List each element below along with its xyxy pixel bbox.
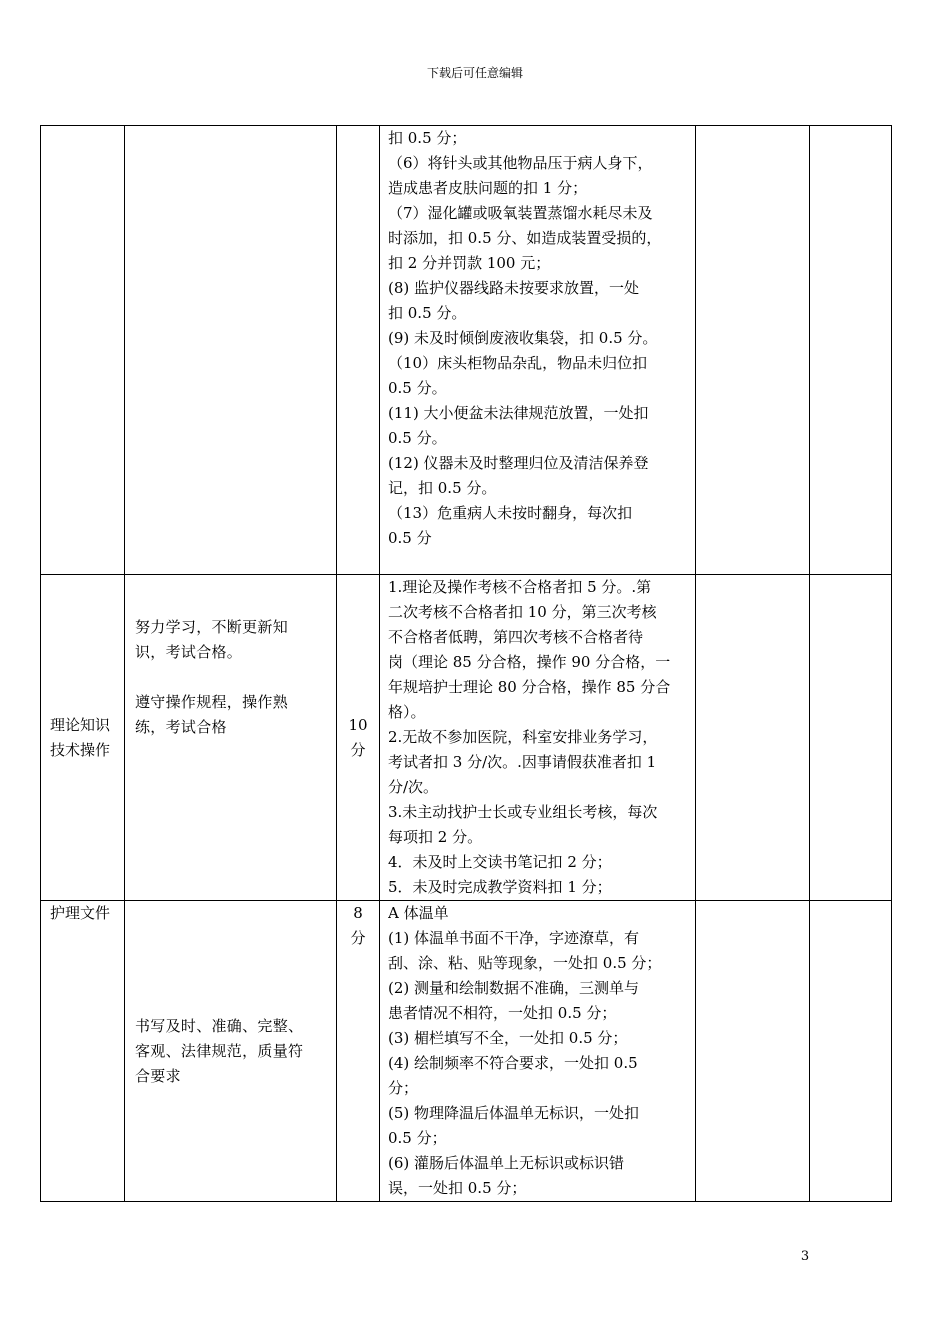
criteria-line: 时添加，扣 0.5 分、如造成装置受损的， [388, 229, 662, 247]
criteria-line: 不合格者低聘，第四次考核不合格者待 [388, 628, 644, 646]
criteria-line: A 体温单 [388, 904, 449, 922]
criteria-line: 考试者扣 3 分/次。.因事请假获准者扣 1 [388, 753, 657, 771]
requirement-line: 客观、法律规范，质量符 [135, 1041, 304, 1060]
criteria-line: (4) 绘制频率不符合要求，一处扣 0.5 [388, 1054, 638, 1072]
criteria-line: 扣 0.5 分。 [388, 304, 467, 322]
criteria-line: 记，扣 0.5 分。 [388, 479, 497, 497]
criteria-line: (1) 体温单书面不干净，字迹潦草，有 [388, 929, 640, 947]
criteria-text [388, 901, 689, 1201]
criteria-text [388, 575, 689, 900]
score-text [337, 901, 379, 951]
category-text [41, 713, 124, 763]
criteria-line: 分/次。 [388, 778, 439, 796]
criteria-line: 1.理论及操作考核不合格者扣 5 分。.第 [388, 578, 652, 596]
criteria-line: (12) 仪器未及时整理归位及清洁保养登 [388, 454, 649, 472]
table-row-nursing-documents [41, 901, 892, 1202]
requirement-line: 合要求 [135, 1066, 181, 1085]
criteria-line: (5) 物理降温后体温单无标识，一处扣 [388, 1104, 640, 1122]
remarks-cell [810, 575, 892, 901]
criteria-line: 造成患者皮肤问题的扣 1 分； [388, 179, 588, 197]
criteria-line: 0.5 分。 [388, 379, 447, 397]
criteria-line: （7）湿化罐或吸氧装置蒸馏水耗尽未及 [388, 204, 653, 222]
category-cell [41, 575, 125, 901]
criteria-line: 3.未主动找护士长或专业组长考核，每次 [388, 803, 658, 821]
criteria-line: 5．未及时完成教学资料扣 1 分； [388, 878, 612, 896]
criteria-line: 误，一处扣 0.5 分； [388, 1179, 527, 1197]
score-cell [337, 901, 380, 1202]
score-line: 分 [350, 740, 366, 759]
criteria-line: 刮、涂、粘、贴等现象，一处扣 0.5 分； [388, 954, 662, 972]
criteria-line: (8) 监护仪器线路未按要求放置，一处 [388, 279, 640, 297]
criteria-line: 0.5 分； [388, 1129, 447, 1147]
remarks-cell [810, 901, 892, 1202]
requirement-cell [125, 575, 337, 901]
criteria-line: (3) 楣栏填写不全，一处扣 0.5 分； [388, 1029, 628, 1047]
criteria-line: 岗（理论 85 分合格，操作 90 分合格，一 [388, 653, 671, 671]
criteria-line: 格）。 [388, 703, 426, 721]
criteria-line: (2) 测量和绘制数据不准确，三测单与 [388, 979, 640, 997]
category-cell [41, 126, 125, 575]
criteria-line: 4．未及时上交读书笔记扣 2 分； [388, 853, 612, 871]
requirement-text [125, 1014, 336, 1089]
criteria-line: 扣 0.5 分； [388, 129, 467, 147]
score-cell [337, 126, 380, 575]
criteria-line: (9) 未及时倾倒废液收集袋，扣 0.5 分。 [388, 329, 658, 347]
remarks-cell [810, 126, 892, 575]
score-line: 8 [353, 904, 363, 922]
requirement-line: 努力学习，不断更新知 [135, 618, 289, 636]
requirement-text [125, 575, 336, 740]
criteria-line: （13）危重病人未按时翻身，每次扣 [388, 504, 633, 522]
score-text [337, 713, 379, 763]
requirement-line [135, 665, 330, 690]
assessment-table [40, 125, 892, 1202]
requirement-cell [125, 901, 337, 1202]
criteria-line: (11) 大小便盆未法律规范放置，一处扣 [388, 404, 649, 422]
criteria-line: (6) 灌肠后体温单上无标识或标识错 [388, 1154, 625, 1172]
self-score-cell [696, 901, 810, 1202]
requirement-line: 识，考试合格。 [135, 643, 243, 661]
score-line: 10 [348, 715, 368, 734]
category-line: 护理文件 [50, 904, 111, 922]
criteria-line: 二次考核不合格者扣 10 分，第三次考核 [388, 603, 657, 621]
category-line: 技术操作 [50, 740, 111, 759]
criteria-line: 0.5 分 [388, 529, 432, 547]
requirement-line: 书写及时、准确、完整、 [135, 1016, 304, 1035]
table-row-continuation [41, 126, 892, 575]
criteria-line: 每项扣 2 分。 [388, 828, 483, 846]
criteria-line: （10）床头柜物品杂乱，物品未归位扣 [388, 354, 648, 372]
category-cell [41, 901, 125, 1202]
criteria-line: 分； [388, 1079, 419, 1097]
category-line: 理论知识 [50, 715, 111, 734]
criteria-line: 年规培护士理论 80 分合格，操作 85 分合 [388, 678, 671, 696]
table-row-theory [41, 575, 892, 901]
criteria-line: 扣 2 分并罚款 100 元； [388, 254, 551, 272]
criteria-cell [380, 126, 696, 575]
score-cell [337, 575, 380, 901]
page-number: 3 [800, 1249, 810, 1264]
score-line: 分 [350, 929, 366, 947]
criteria-line: 0.5 分。 [388, 429, 447, 447]
criteria-cell [380, 575, 696, 901]
criteria-cell [380, 901, 696, 1202]
self-score-cell [696, 575, 810, 901]
criteria-text [388, 126, 689, 551]
requirement-line: 遵守操作规程，操作熟 [135, 693, 289, 711]
criteria-line: 患者情况不相符，一处扣 0.5 分； [388, 1004, 617, 1022]
category-text [41, 901, 124, 926]
requirement-line: 练，考试合格 [135, 718, 227, 736]
criteria-line: 2.无故不参加医院，科室安排业务学习， [388, 728, 658, 746]
criteria-line: （6）将针头或其他物品压于病人身下， [388, 154, 653, 172]
header-note: 下载后可任意编辑 [426, 66, 523, 80]
self-score-cell [696, 126, 810, 575]
requirement-cell [125, 126, 337, 575]
